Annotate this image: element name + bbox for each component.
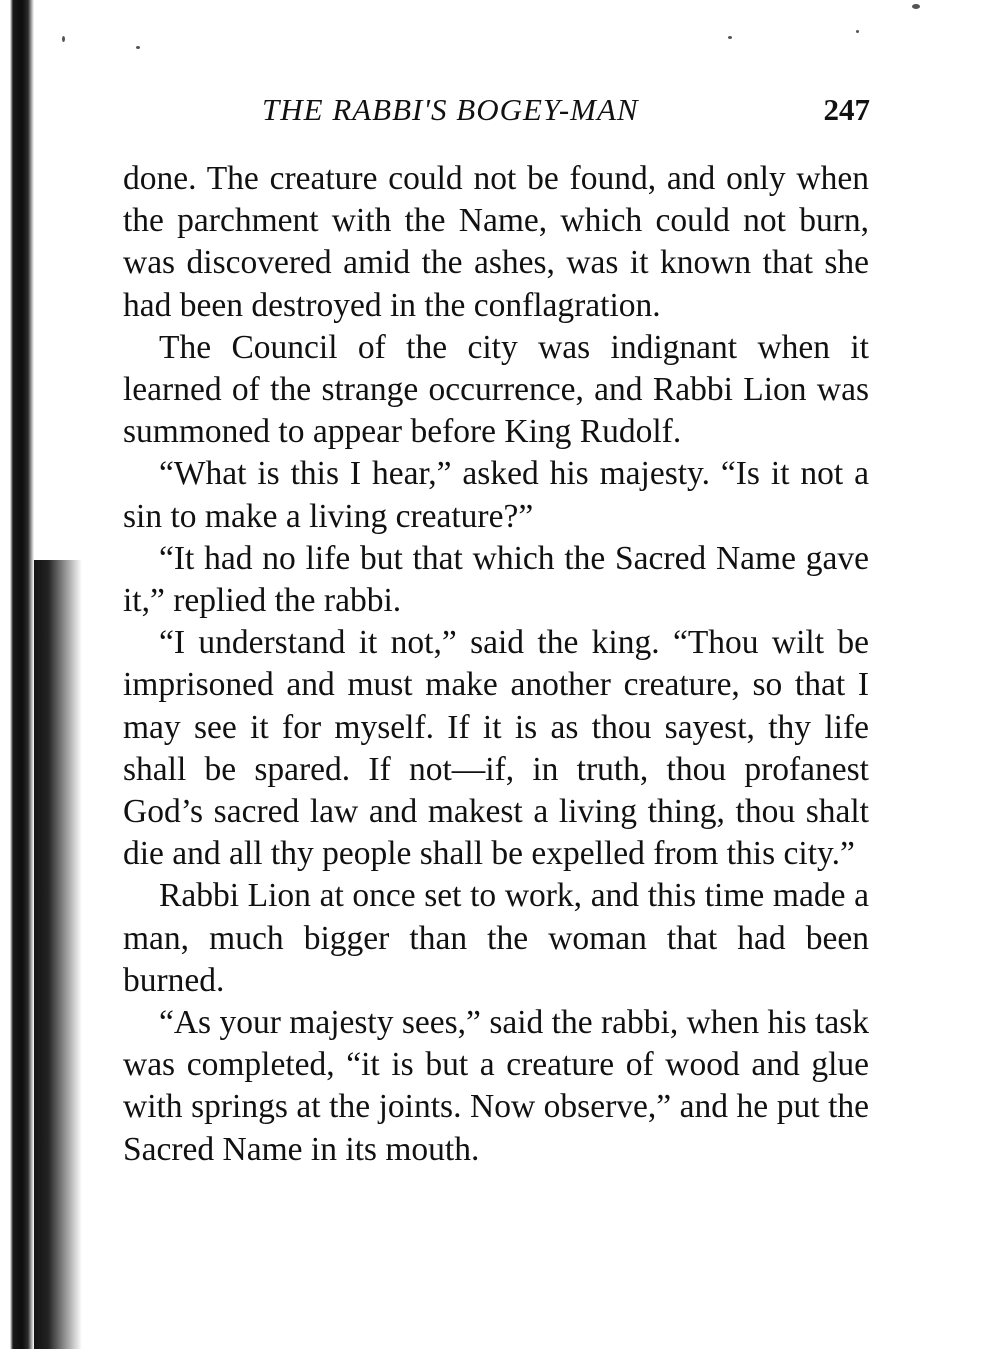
scan-speck <box>912 4 920 9</box>
scan-speck <box>856 30 859 33</box>
body-text <box>123 158 869 1171</box>
paragraph: done. The creature could not be found, and only when the parchment with the Name, which could not burn, was discovered amid the ashes, was it known that she had been destroyed in the conflagration. <box>123 160 869 324</box>
page-number: 247 <box>823 92 870 127</box>
paragraph: “It had no life but that which the Sacred Name gave it,” replied the rabbi. <box>123 539 869 620</box>
running-head <box>122 92 870 132</box>
scan-speck <box>728 36 732 39</box>
paragraph: “As your majesty sees,” said the rabbi, when his task was completed, “it is but a creature of wood and glue with springs at the joints. Now observe,” and he put the Sacred Name in its mouth. <box>123 1004 869 1168</box>
paragraph: “What is this I hear,” asked his majesty. “Is it not a sin to make a living creature?” <box>123 455 869 535</box>
binding-shadow-lower <box>34 560 82 1349</box>
paragraph: “I understand it not,” said the king. “Thou wilt be imprisoned and must make another creature, so that I may see it for myself. If it is as thou sayest, thy life shall be spared. If not—if, in truth, thou profanest God’s sacred law and makest a living thing, thou shalt die and all thy people shall be expelled from this city.” <box>123 624 869 873</box>
paragraph: Rabbi Lion at once set to work, and this time made a man, much bigger than the woman that had been burned. <box>123 877 869 999</box>
scan-speck <box>136 46 140 49</box>
paragraph: The Council of the city was indignant when it learned of the strange occurrence, and Rabbi Lion was summoned to appear before King Rudolf. <box>123 328 869 451</box>
binding-shadow <box>0 0 34 1349</box>
running-title: THE RABBI'S BOGEY-MAN <box>262 92 639 127</box>
scan-speck <box>62 36 65 42</box>
